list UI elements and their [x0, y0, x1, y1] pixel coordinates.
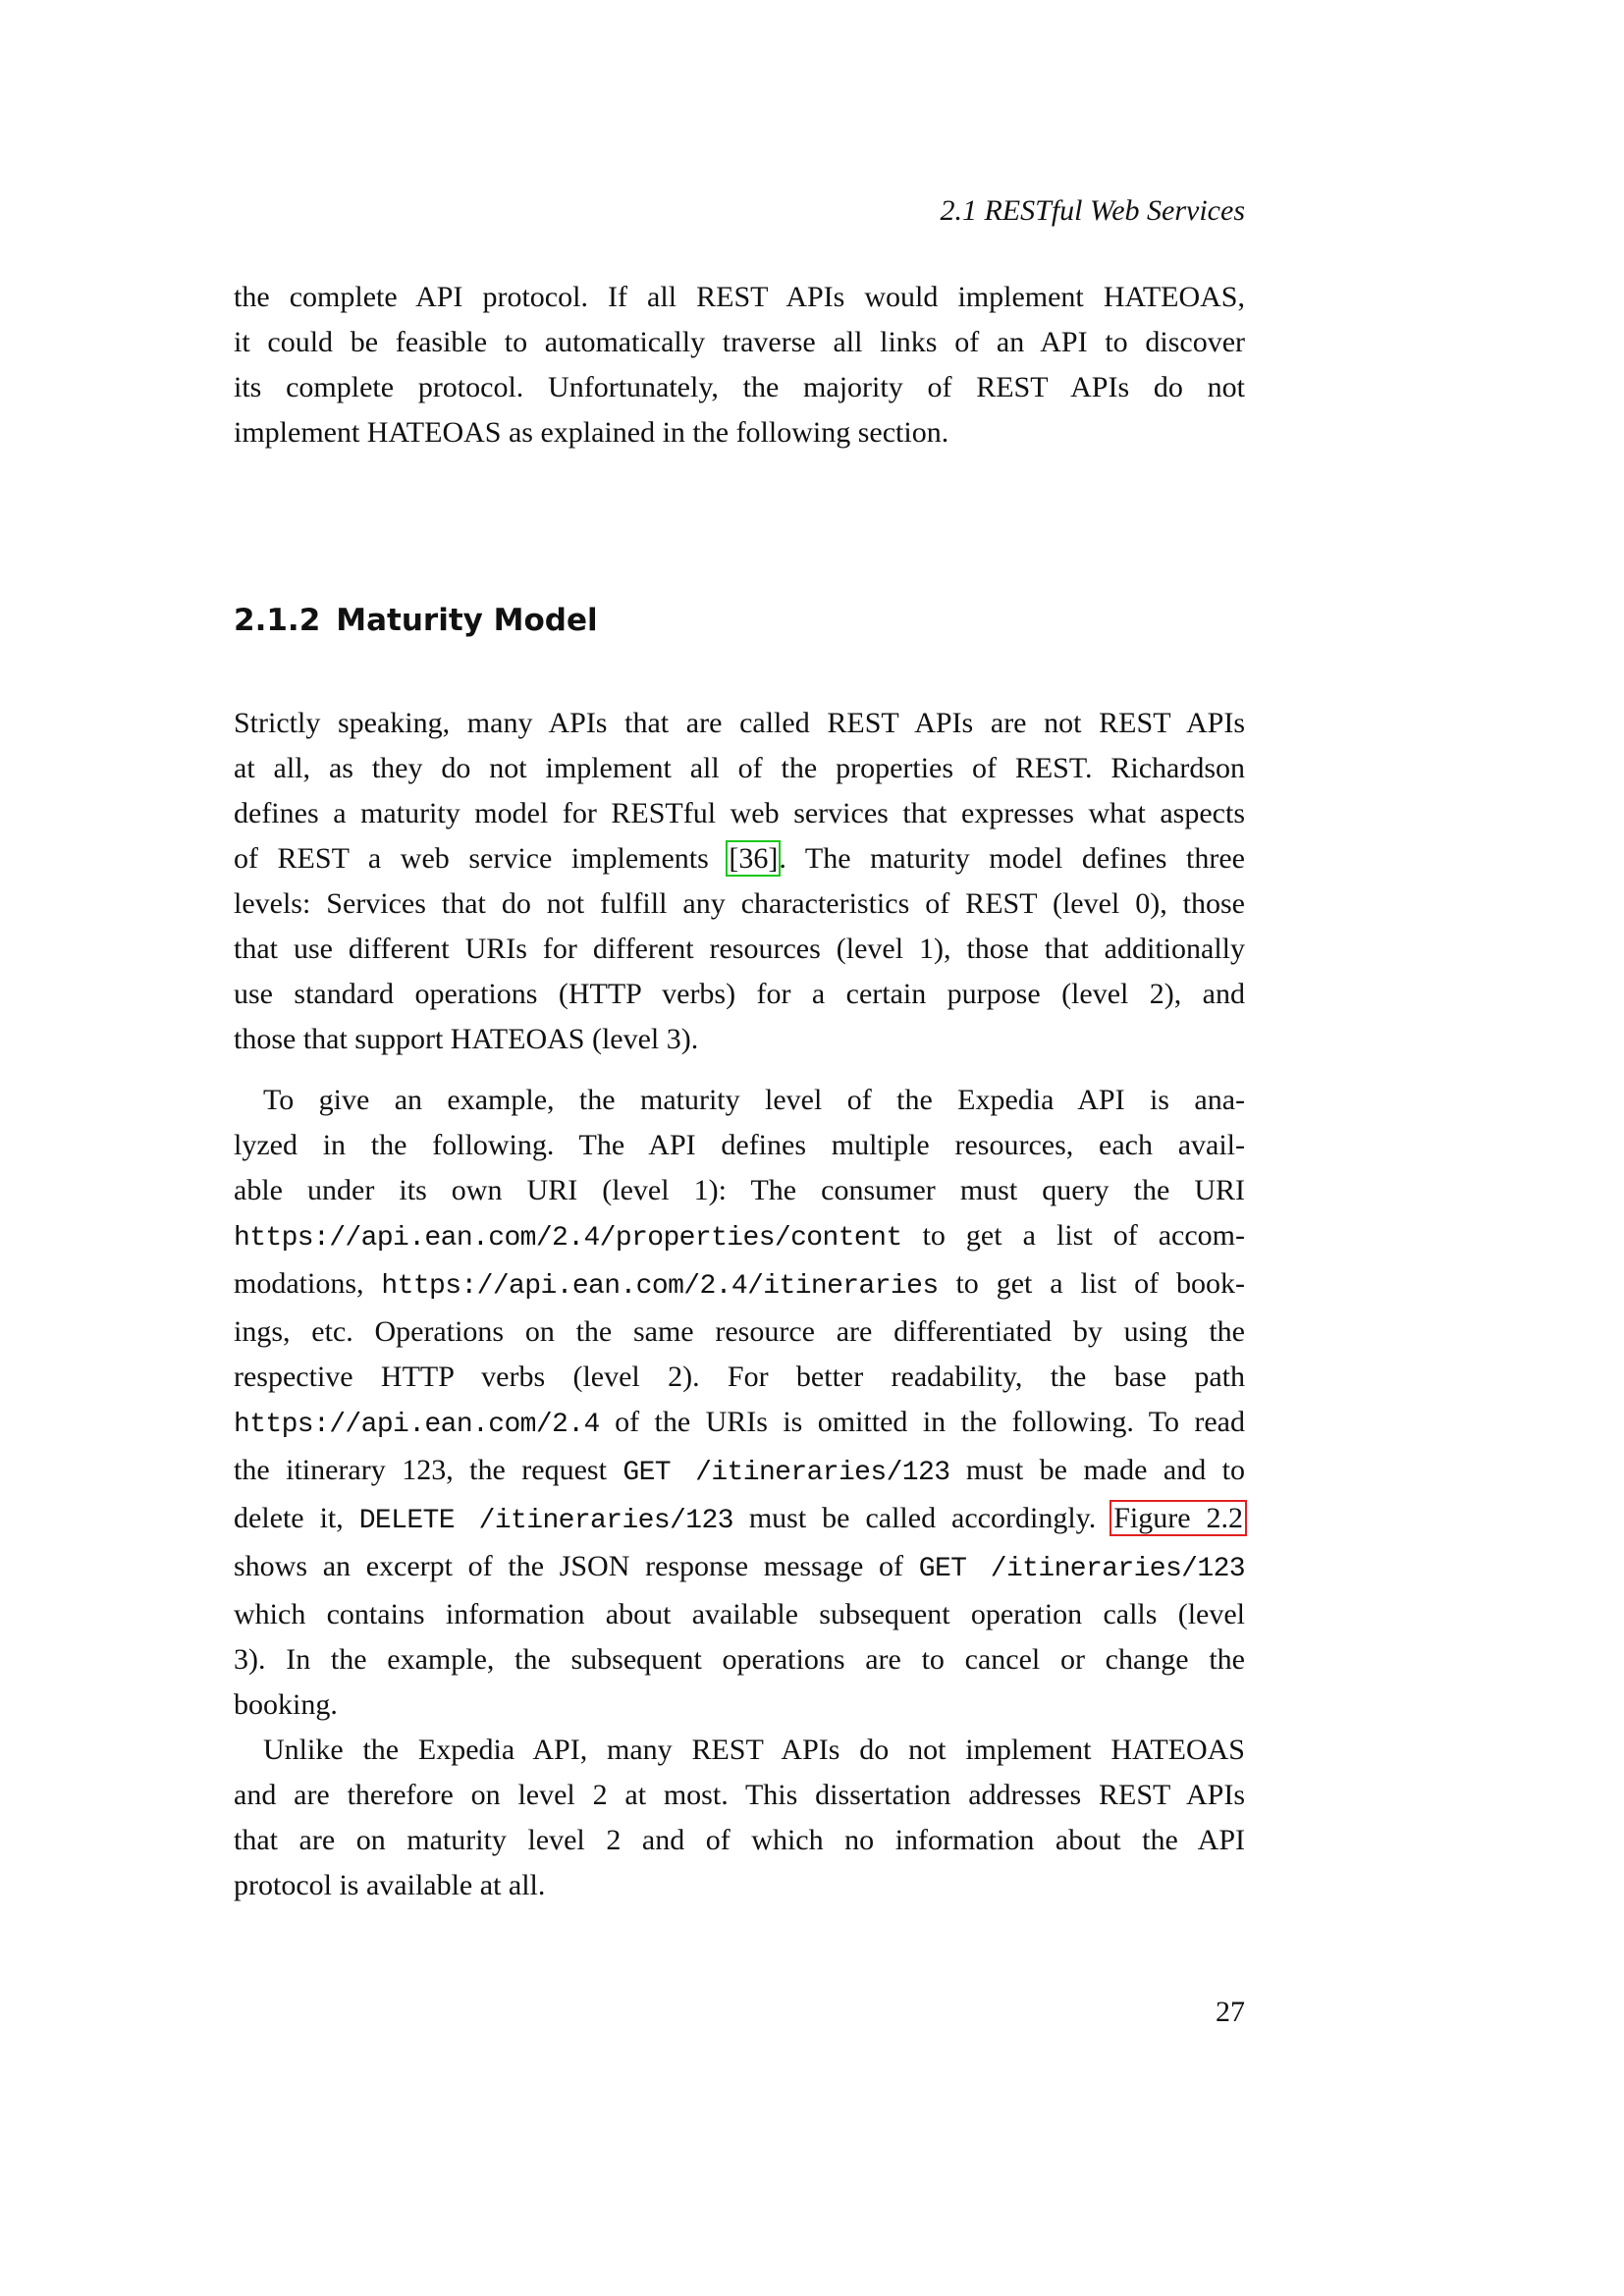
- text-line: [234, 836, 1245, 881]
- paragraph-maturity-definition: [234, 701, 1245, 1062]
- section-heading: [234, 599, 598, 642]
- text-run: shows an excerpt of the JSON response message of: [234, 1550, 919, 1582]
- text-run: delete it,: [234, 1502, 359, 1534]
- text-run: . The maturity model defines three: [779, 842, 1245, 875]
- text-run: the itinerary 123, the request: [234, 1454, 623, 1486]
- text-line: ings, etc. Operations on the same resource are differentiated by using the: [234, 1315, 1245, 1348]
- text-line: [234, 1213, 1245, 1261]
- text-line: and are therefore on level 2 at most. This dissertation addresses REST APIs: [234, 1779, 1245, 1811]
- code-uri: https://api.ean.com/2.4: [234, 1410, 600, 1440]
- code-request: GET /itineraries/123: [623, 1458, 950, 1488]
- text-line: respective HTTP verbs (level 2). For better readability, the base path: [234, 1361, 1245, 1393]
- section-title: Maturity Model: [336, 603, 598, 638]
- intro-paragraph: [234, 275, 1245, 455]
- figure-reference-link[interactable]: Figure 2.2: [1113, 1502, 1243, 1534]
- text-line: [234, 1261, 1245, 1309]
- text-line: it could be feasible to automatically traverse all links of an API to discover: [234, 326, 1245, 358]
- text-line: defines a maturity model for RESTful web services that expresses what aspects: [234, 797, 1245, 829]
- code-uri: https://api.ean.com/2.4/itineraries: [381, 1271, 939, 1302]
- text-line: [234, 1400, 1245, 1448]
- text-line: lyzed in the following. The API defines multiple resources, each avail-: [234, 1129, 1245, 1161]
- text-line: use standard operations (HTTP verbs) for a certain purpose (level 2), and: [234, 978, 1245, 1010]
- section-number: 2.1.2: [234, 603, 321, 638]
- text-line: Strictly speaking, many APIs that are called REST APIs are not REST APIs: [234, 707, 1245, 739]
- text-line: implement HATEOAS as explained in the following section.: [234, 416, 949, 449]
- text-line: [234, 1448, 1245, 1496]
- text-line: booking.: [234, 1688, 338, 1721]
- text-line: the complete API protocol. If all REST APIs would implement HATEOAS,: [234, 281, 1245, 313]
- text-run: of the URIs is omitted in the following. To read: [599, 1406, 1245, 1438]
- running-header: 2.1 RESTful Web Services: [940, 194, 1245, 227]
- text-run: must be called accordingly.: [732, 1502, 1112, 1534]
- code-request: GET /itineraries/123: [918, 1554, 1245, 1584]
- text-run: to get a list of accom-: [901, 1219, 1245, 1252]
- text-line: protocol is available at all.: [234, 1869, 546, 1901]
- paragraph-dissertation-scope: [234, 1728, 1245, 1908]
- text-line: [234, 1544, 1245, 1592]
- text-line: Unlike the Expedia API, many REST APIs do not implement HATEOAS: [263, 1734, 1245, 1766]
- citation-link[interactable]: [36]: [729, 842, 779, 875]
- text-line: To give an example, the maturity level of the Expedia API is ana-: [263, 1084, 1245, 1116]
- text-line: at all, as they do not implement all of the properties of REST. Richardson: [234, 752, 1245, 784]
- text-line: those that support HATEOAS (level 3).: [234, 1023, 699, 1055]
- text-line: levels: Services that do not fulfill any characteristics of REST (level 0), those: [234, 887, 1245, 920]
- text-line: [234, 1496, 1245, 1544]
- text-run: modations,: [234, 1267, 382, 1300]
- text-line: that are on maturity level 2 and of which no information about the API: [234, 1824, 1245, 1856]
- text-line: its complete protocol. Unfortunately, the majority of REST APIs do not: [234, 371, 1245, 403]
- text-line: able under its own URI (level 1): The consumer must query the URI: [234, 1174, 1245, 1206]
- text-line: which contains information about available subsequent operation calls (level: [234, 1598, 1245, 1630]
- text-run: of REST a web service implements: [234, 842, 729, 875]
- text-line: that use different URIs for different resources (level 1), those that additionally: [234, 933, 1245, 965]
- paragraph-expedia-example: [234, 1078, 1245, 1728]
- text-run: must be made and to: [949, 1454, 1245, 1486]
- page-number: 27: [1216, 1996, 1245, 2028]
- code-uri: https://api.ean.com/2.4/properties/content: [234, 1223, 902, 1254]
- code-request: DELETE /itineraries/123: [358, 1506, 733, 1536]
- text-run: to get a list of book-: [938, 1267, 1245, 1300]
- text-line: 3). In the example, the subsequent operations are to cancel or change the: [234, 1643, 1245, 1676]
- document-page: [234, 0, 1245, 2296]
